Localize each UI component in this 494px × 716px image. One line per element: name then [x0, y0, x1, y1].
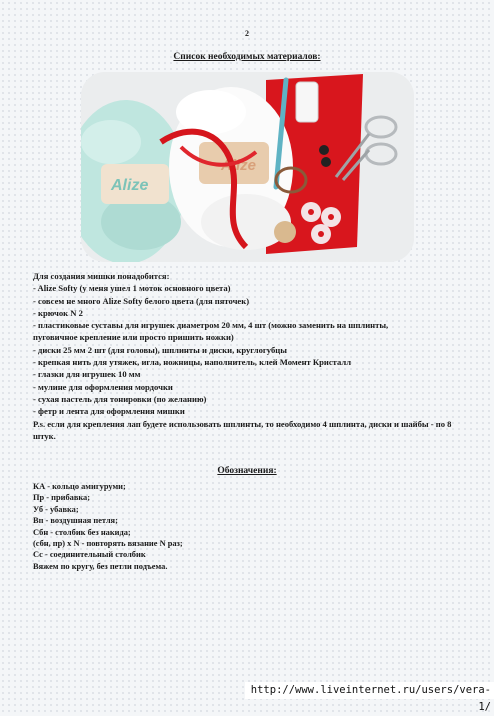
- legend-list: [33, 481, 463, 572]
- material-item: - крючок N 2: [33, 307, 83, 318]
- material-item: - глазки для игрушек 10 мм: [33, 369, 141, 380]
- legend-item: Уб - убавка;: [33, 504, 79, 514]
- material-item: - сухая пастель для тонировки (по желанию): [33, 393, 207, 404]
- yarn-label-2: Alize: [221, 157, 257, 174]
- material-item: - Alize Softy (у меня ушел 1 моток основного цвета): [33, 283, 231, 294]
- materials-list: [33, 270, 463, 442]
- material-item: - совсем не много Alize Softy белого цвета (для пяточек): [33, 295, 250, 306]
- page-number: 2: [245, 29, 249, 38]
- material-item: - пластиковые суставы для игрушек диаметром 20 мм, 4 шт (можно заменить на шплинты,: [33, 320, 389, 331]
- materials-title: Список необходимых материалов:: [173, 52, 321, 62]
- legend-item: Сбн - столбик без накида;: [33, 527, 131, 537]
- wooden-button: [274, 221, 296, 243]
- thread-spool: [296, 82, 318, 122]
- materials-note: P.s. если для крепления лап будете использовать шплинты, то необходимо 4 шплинта, диски и шайбы - по 8 штук.: [33, 418, 452, 441]
- legend-item: Вп - воздушная петля;: [33, 516, 118, 526]
- toy-eye: [319, 145, 329, 155]
- material-item: - диски 25 мм 2 шт (для головы), шплинты и диски, круглогубцы: [33, 344, 287, 355]
- material-item: - крепкая нить для утяжек, игла, ножницы, наполнитель, клей Момент Кристалл: [33, 357, 352, 368]
- material-item: пуговичное крепление или просто пришить ножки): [33, 332, 234, 343]
- material-item: - мулине для оформления мордочки: [33, 381, 173, 392]
- materials-photo: [81, 72, 414, 262]
- yarn-label-1: Alize: [111, 177, 149, 194]
- legend-item: КА - кольцо амигуруми;: [33, 482, 126, 491]
- legend-item: (сбн, пр) х N - повторять вязание N раз;: [33, 539, 183, 549]
- legend-title: Обозначения:: [217, 466, 277, 476]
- materials-intro: Для создания мишки понадобится:: [33, 271, 170, 281]
- footer-url[interactable]: http://www.liveinternet.ru/users/vera-1/: [245, 682, 494, 699]
- legend-item: Пр - прибавка;: [33, 493, 91, 503]
- material-item: - фетр и лента для оформления мишки: [33, 406, 185, 417]
- legend-item: Сс - соединительный столбик: [33, 550, 146, 560]
- legend-item: Вяжем по кругу, без петли подъема.: [33, 561, 168, 571]
